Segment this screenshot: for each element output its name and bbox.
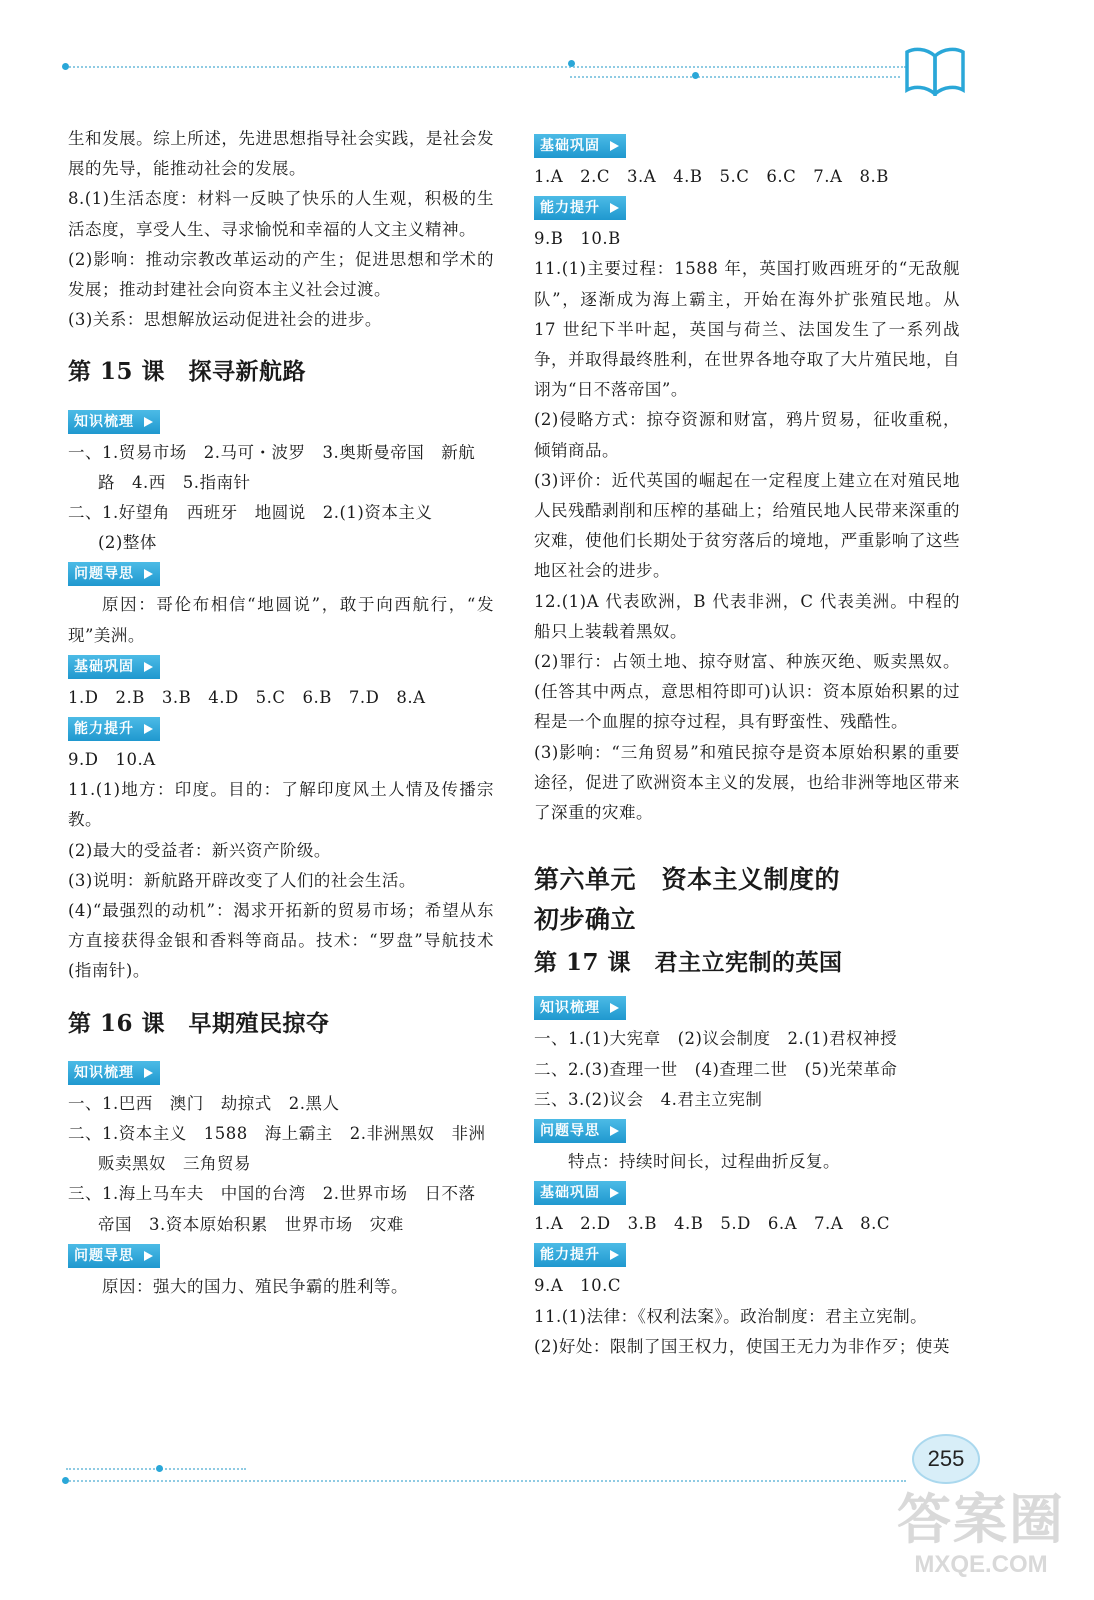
answer-line: 9.B 10.B xyxy=(534,229,621,249)
section-tag: 能力提升 xyxy=(534,196,626,220)
answer-line: (3)影响：“三角贸易”和殖民掠夺是资本原始积累的重要途径，促进了欧洲资本主义的发展，也给非洲等地区带来了深重的灾难。 xyxy=(534,742,960,823)
answer-line: 原因：强大的国力、殖民争霸的胜利等。 xyxy=(102,1276,408,1296)
answer-line: (2)罪行：占领土地、掠夺财富、种族灭绝、贩卖黑奴。(任答其中两点，意思相符即可)认识：资本原始积累的过程是一个血腥的掠夺过程，具有野蛮性、残酷性。 xyxy=(534,652,960,732)
answer-line: 1.A 2.C 3.A 4.B 5.C 6.C 7.A 8.B xyxy=(534,167,889,186)
header-dot xyxy=(62,63,69,70)
paragraph: 生和发展。综上所述，先进思想指导社会实践，是社会发展的先导，能推动社会的发展。 xyxy=(68,129,494,179)
left-column xyxy=(68,124,494,1302)
section-tag: 基础巩固 xyxy=(68,655,160,679)
footer-dot xyxy=(156,1465,163,1472)
answer-line: 11.(1)地方：印度。目的：了解印度风土人情及传播宗教。 xyxy=(68,780,494,830)
answer-line: 路 4.西 5.指南针 xyxy=(98,472,251,492)
section-tag: 知识梳理 xyxy=(68,410,160,434)
lesson-title: 第 16 课 早期殖民掠夺 xyxy=(68,1009,330,1037)
answer-line: 一、1.贸易市场 2.马可・波罗 3.奥斯曼帝国 新航 xyxy=(68,442,476,462)
section-tag: 能力提升 xyxy=(534,1243,626,1267)
footer-dot xyxy=(62,1477,69,1484)
section-tag: 知识梳理 xyxy=(534,996,626,1020)
answer-line: (4)“最强烈的动机”：渴求开拓新的贸易市场；希望从东方直接获得金银和香料等商品。技术：“罗盘”导航技术(指南针)。 xyxy=(68,901,494,981)
lesson-title: 第 15 课 探寻新航路 xyxy=(68,358,307,386)
answer-line: 原因：哥伦布相信“地圆说”，敢于向西航行，“发现”美洲。 xyxy=(68,595,494,645)
right-column xyxy=(534,130,960,1362)
watermark-text: 答案圈 xyxy=(897,1490,1065,1550)
section-tag: 基础巩固 xyxy=(534,1181,626,1205)
answer-line: 一、1.巴西 澳门 劫掠式 2.黑人 xyxy=(68,1093,340,1113)
answer-line: 9.D 10.A xyxy=(68,750,156,770)
answer-line: 帝国 3.资本原始积累 世界市场 灾难 xyxy=(98,1214,404,1234)
answer-line: 三、3.(2)议会 4.君主立宪制 xyxy=(534,1089,763,1109)
answer-line: (2)最大的受益者：新兴资产阶级。 xyxy=(68,840,331,860)
answer-line: 一、1.(1)大宪章 (2)议会制度 2.(1)君权神授 xyxy=(534,1029,898,1049)
section-tag: 问题导思 xyxy=(68,1244,160,1268)
answer-line: 二、1.好望角 西班牙 地圆说 2.(1)资本主义 xyxy=(68,503,433,523)
answer-line: 贩卖黑奴 三角贸易 xyxy=(98,1154,251,1174)
header-rule xyxy=(570,76,900,78)
watermark-logo xyxy=(896,1490,1066,1590)
answer-line: 二、2.(3)查理一世 (4)查理二世 (5)光荣革命 xyxy=(534,1059,898,1079)
answer-line: 1.A 2.D 3.B 4.B 5.D 6.A 7.A 8.C xyxy=(534,1214,891,1234)
header-dot xyxy=(692,72,699,79)
answer-line: 12.(1)A 代表欧洲，B 代表非洲，C 代表美洲。中程的船只上装载着黑奴。 xyxy=(534,591,960,641)
answer-line: (2)好处：限制了国王权力，使国王无力为非作歹；使英 xyxy=(534,1336,950,1356)
unit-title: 第六单元 资本主义制度的 xyxy=(534,865,841,895)
answer-line: 11.(1)法律：《权利法案》。政治制度：君主立宪制。 xyxy=(534,1306,928,1326)
answer-line: 9.A 10.C xyxy=(534,1276,622,1296)
lesson-title: 第 17 课 君主立宪制的英国 xyxy=(534,949,843,977)
answer-line: 二、1.资本主义 1588 海上霸主 2.非洲黑奴 非洲 xyxy=(68,1124,486,1144)
answer-line: 1.D 2.B 3.B 4.D 5.C 6.B 7.D 8.A xyxy=(68,687,426,707)
section-tag: 基础巩固 xyxy=(534,134,626,158)
answer-line: (2)侵略方式：掠夺资源和财富，鸦片贸易，征收重税，倾销商品。 xyxy=(534,410,960,460)
page-number: 255 xyxy=(912,1434,980,1484)
footer-rule xyxy=(66,1480,906,1482)
paragraph: (2)影响：推动宗教改革运动的产生；促进思想和学术的发展；推动封建社会向资本主义社会过渡。 xyxy=(68,249,494,300)
watermark-url: MXQE.COM xyxy=(914,1551,1048,1578)
section-tag: 知识梳理 xyxy=(68,1061,160,1085)
answer-line: (2)整体 xyxy=(98,533,157,553)
answer-line: 特点：持续时间长，过程曲折反复。 xyxy=(568,1152,840,1172)
book-icon xyxy=(904,44,966,96)
section-tag: 问题导思 xyxy=(68,562,160,586)
section-tag: 能力提升 xyxy=(68,717,160,741)
answer-line: 三、1.海上马车夫 中国的台湾 2.世界市场 日不落 xyxy=(68,1184,476,1204)
paragraph: 8.(1)生活态度：材料一反映了快乐的人生观，积极的生活态度，享受人生、寻求愉悦和幸福的人文主义精神。 xyxy=(68,189,494,239)
paragraph: (3)关系：思想解放运动促进社会的进步。 xyxy=(68,310,382,330)
header-rule xyxy=(66,66,906,68)
answer-line: (3)说明：新航路开辟改变了人们的社会生活。 xyxy=(68,870,416,890)
header-dot xyxy=(568,60,575,67)
unit-title: 初步确立 xyxy=(534,905,637,935)
answer-line: 11.(1)主要过程：1588 年，英国打败西班牙的“无敌舰队”，逐渐成为海上霸主，开始在海外扩张殖民地。从 17 世纪下半叶起，英国与荷兰、法国发生了一系列战争，并取得最终胜利，在世界各地夺取了大片殖民地，自诩为“日不落帝国”。 xyxy=(534,259,960,400)
section-tag: 问题导思 xyxy=(534,1119,626,1143)
answer-line: (3)评价：近代英国的崛起在一定程度上建立在对殖民地人民残酷剥削和压榨的基础上；给殖民地人民带来深重的灾难，使他们长期处于贫穷落后的境地，严重影响了这些地区社会的进步。 xyxy=(534,470,960,581)
